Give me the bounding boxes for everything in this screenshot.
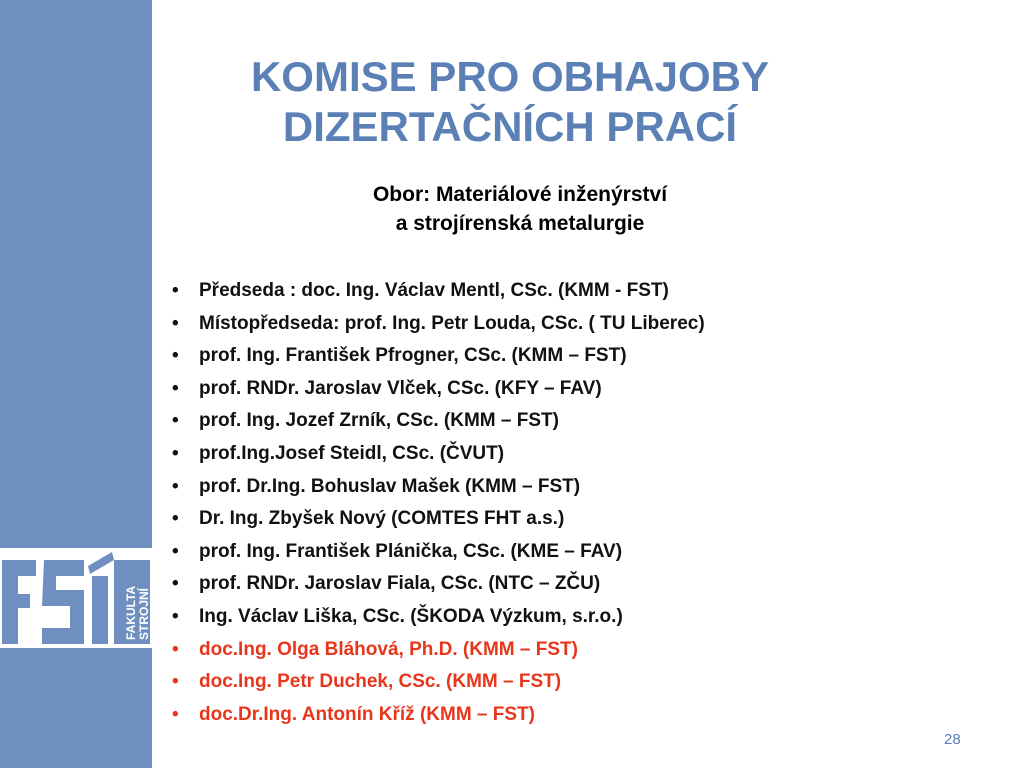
member-text: prof. Dr.Ing. Bohuslav Mašek (KMM – FST) (199, 475, 581, 497)
list-item (170, 604, 705, 637)
list-item (170, 571, 705, 604)
member-text: doc.Ing. Petr Duchek, CSc. (KMM – FST) (199, 671, 562, 693)
list-item (170, 441, 705, 474)
slide-subtitle (300, 180, 740, 238)
slide-title (160, 52, 860, 152)
bullet-icon: • (172, 377, 179, 399)
member-text: prof. Ing. Jozef Zrník, CSc. (KMM – FST) (199, 410, 559, 432)
bullet-icon: • (172, 540, 179, 562)
list-item (170, 278, 705, 311)
bullet-icon: • (172, 345, 179, 367)
member-text: prof. RNDr. Jaroslav Vlček, CSc. (KFY – FAV) (199, 377, 602, 399)
subtitle-line-2: a strojírenská metalurgie (395, 212, 645, 235)
committee-member-list (170, 278, 705, 734)
list-item (170, 474, 705, 507)
member-text: prof. Ing. František Pfrogner, CSc. (KMM – FST) (199, 345, 627, 367)
subtitle-line-1: Obor: Materiálové inženýrství (372, 183, 668, 206)
list-item (170, 343, 705, 376)
member-text: doc.Ing. Olga Bláhová, Ph.D. (KMM – FST) (199, 638, 578, 660)
bullet-icon: • (172, 605, 179, 627)
list-item (170, 311, 705, 344)
bullet-icon: • (172, 475, 179, 497)
member-text: prof. RNDr. Jaroslav Fiala, CSc. (NTC – ZČU) (199, 573, 601, 595)
page-number: 28 (944, 731, 961, 748)
list-item (170, 408, 705, 441)
bullet-icon: • (172, 442, 179, 464)
list-item (170, 376, 705, 409)
member-text: Místopředseda: prof. Ing. Petr Louda, CSc. ( TU Liberec) (199, 312, 705, 334)
member-text: Dr. Ing. Zbyšek Nový (COMTES FHT a.s.) (199, 508, 565, 530)
member-text: Předseda : doc. Ing. Václav Mentl, CSc. (KMM - FST) (199, 280, 669, 301)
member-text: prof. Ing. František Plánička, CSc. (KME – FAV) (199, 540, 623, 562)
slide-title-line-1: KOMISE PRO OBHAJOBY (250, 53, 770, 100)
bullet-icon: • (172, 280, 179, 301)
bullet-icon: • (172, 703, 179, 725)
fsi-logo (0, 548, 152, 648)
bullet-icon: • (172, 312, 179, 334)
member-text: doc.Dr.Ing. Antonín Kříž (KMM – FST) (199, 703, 535, 725)
list-item (170, 539, 705, 572)
logo-side-text-1: FAKULTA (124, 585, 138, 640)
slide-title-line-2: DIZERTAČNÍCH PRACÍ (282, 103, 738, 150)
bullet-icon: • (172, 573, 179, 595)
bullet-icon: • (172, 508, 179, 530)
member-text: prof.Ing.Josef Steidl, CSc. (ČVUT) (199, 442, 505, 464)
list-item (170, 702, 705, 735)
bullet-icon: • (172, 410, 179, 432)
member-text: Ing. Václav Liška, CSc. (ŠKODA Výzkum, s.r.o.) (199, 605, 623, 627)
bullet-icon: • (172, 671, 179, 693)
sidebar-band (0, 0, 152, 768)
bullet-icon: • (172, 638, 179, 660)
list-item (170, 637, 705, 670)
logo-side-text-2: STROJNÍ (137, 587, 151, 640)
list-item (170, 669, 705, 702)
list-item (170, 506, 705, 539)
